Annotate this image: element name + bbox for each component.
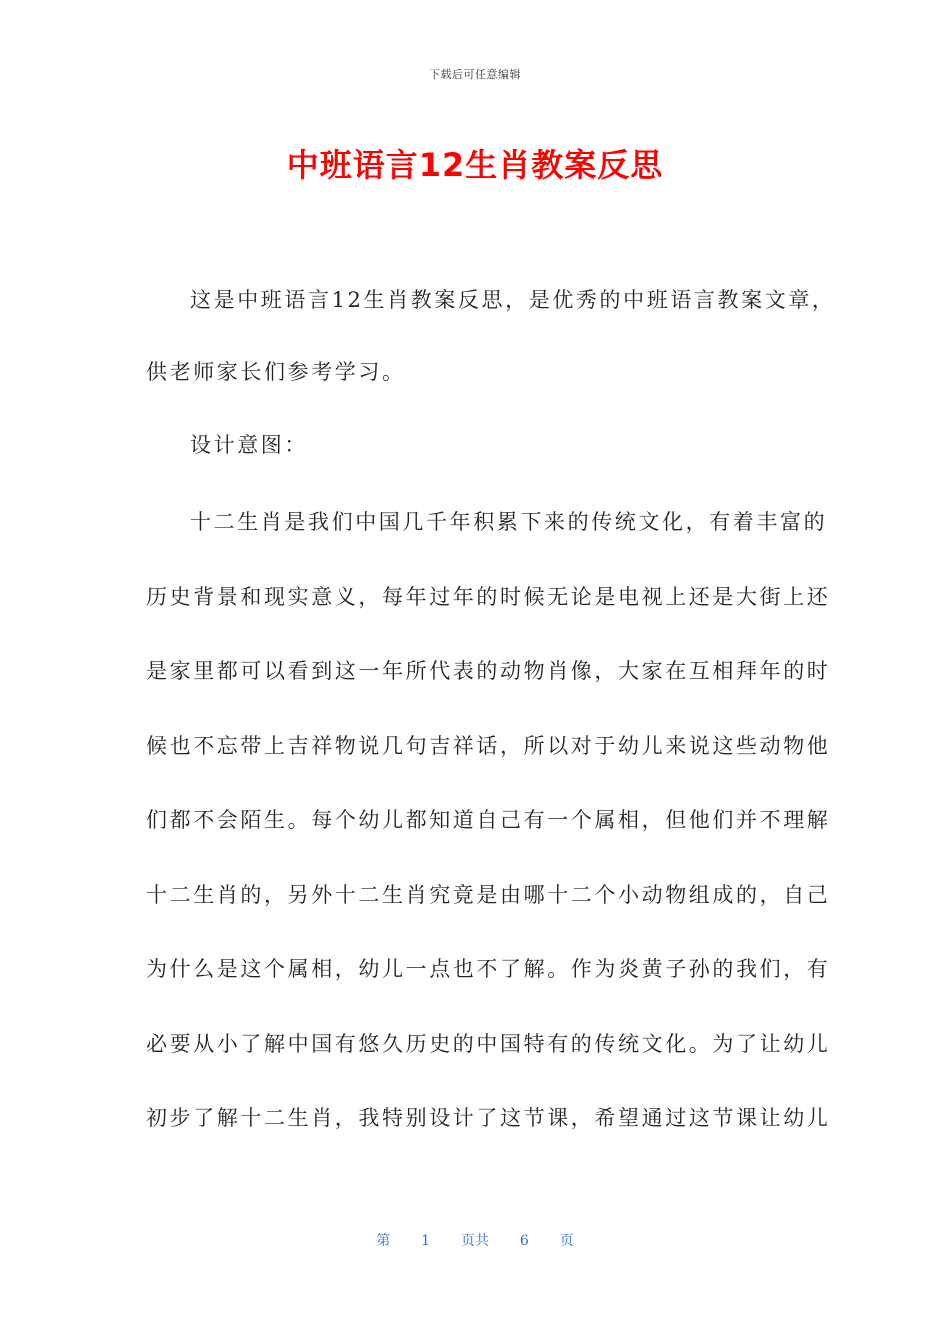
section-heading: 设计意图： [190, 433, 308, 457]
page-footer [0, 1230, 950, 1250]
body-line: 是家里都可以看到这一年所代表的动物肖像，大家在互相拜年的时 [146, 659, 831, 683]
body-line: 初步了解十二生肖，我特别设计了这节课，希望通过这节课让幼儿 [146, 1106, 831, 1130]
body-line: 们都不会陌生。每个幼儿都知道自己有一个属相，但他们并不理解 [146, 808, 831, 832]
body-line: 历史背景和现实意义，每年过年的时候无论是电视上还是大街上还 [146, 585, 831, 609]
current-page-number: 1 [421, 1233, 431, 1249]
footer-label-di: 第 [376, 1233, 391, 1249]
body-line: 十二生肖的，另外十二生肖究竟是由哪十二个小动物组成的，自己 [146, 883, 831, 907]
body-line: 这是中班语言12生肖教案反思，是优秀的中班语言教案文章， [190, 288, 836, 312]
body-line: 候也不忘带上吉祥物说几句吉祥话，所以对于幼儿来说这些动物他 [146, 734, 831, 758]
body-line: 供老师家长们参考学习。 [146, 360, 406, 384]
body-line: 必要从小了解中国有悠久历史的中国特有的传统文化。为了让幼儿 [146, 1032, 831, 1056]
document-title: 中班语言12生肖教案反思 [286, 146, 664, 184]
footer-label-ye-gong: 页共 [461, 1233, 489, 1249]
body-line: 为什么是这个属相，幼儿一点也不了解。作为炎黄子孙的我们，有 [146, 957, 831, 981]
footer-label-ye: 页 [559, 1233, 574, 1249]
total-pages-number: 6 [519, 1233, 529, 1249]
body-line: 十二生肖是我们中国几千年积累下来的传统文化，有着丰富的 [190, 510, 828, 534]
header-note: 下载后可任意编辑 [429, 68, 521, 81]
